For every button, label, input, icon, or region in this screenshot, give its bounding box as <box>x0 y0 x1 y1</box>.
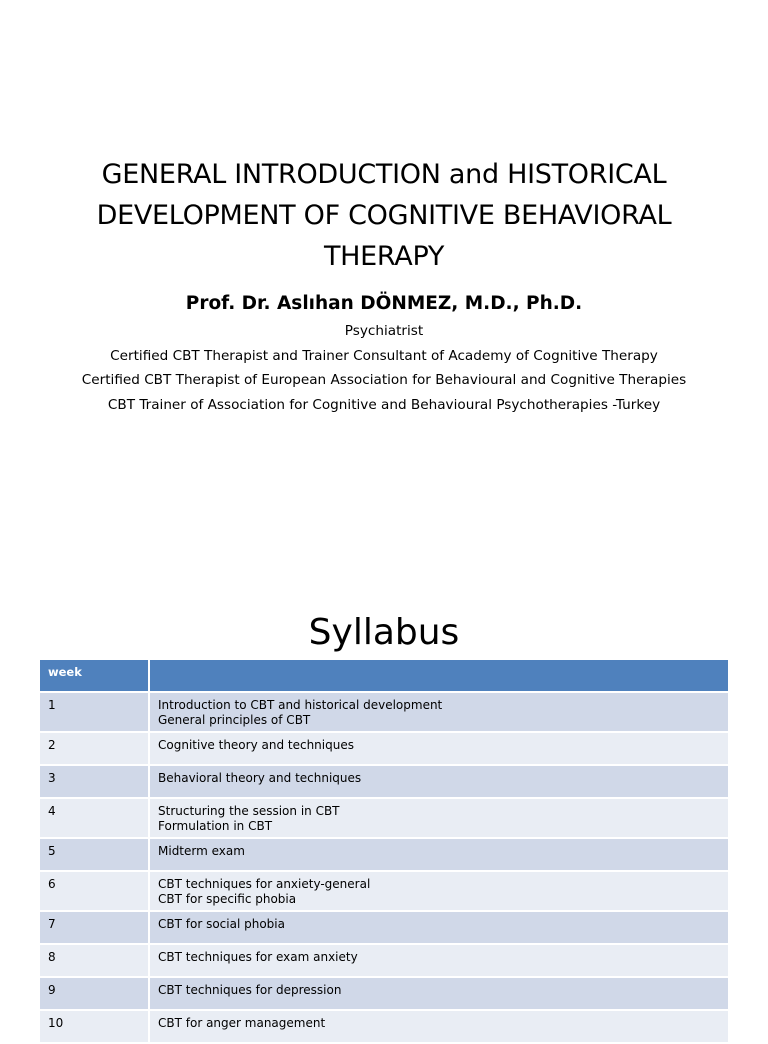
topic-line: CBT techniques for exam anxiety <box>158 950 358 964</box>
week-cell: 7 <box>39 911 149 944</box>
topic-line: CBT techniques for depression <box>158 983 342 997</box>
topic-cell <box>149 977 729 1010</box>
topic-line: CBT for anger management <box>158 1016 326 1030</box>
table-header-row <box>39 659 729 692</box>
topic-line: Behavioral theory and techniques <box>158 771 362 785</box>
topic-cell <box>149 732 729 765</box>
week-cell: 9 <box>39 977 149 1010</box>
title-line: DEVELOPMENT OF COGNITIVE BEHAVIORAL <box>96 200 672 231</box>
credential-line: Certified CBT Therapist of European Association for Behavioural and Cognitive Therapies <box>81 372 687 388</box>
syllabus-table-body <box>39 692 729 1043</box>
topic-cell <box>149 765 729 798</box>
topic-line: Introduction to CBT and historical development <box>158 698 443 712</box>
week-cell: 10 <box>39 1010 149 1043</box>
topic-cell <box>149 838 729 871</box>
table-row <box>39 911 729 944</box>
week-cell: 4 <box>39 798 149 838</box>
topic-line: Formulation in CBT <box>158 819 273 833</box>
topic-line: CBT for social phobia <box>158 917 285 931</box>
table-row <box>39 977 729 1010</box>
table-row <box>39 798 729 838</box>
table-row <box>39 871 729 911</box>
table-row <box>39 944 729 977</box>
topic-cell <box>149 1010 729 1043</box>
topic-line: Cognitive theory and techniques <box>158 738 354 752</box>
week-cell: 3 <box>39 765 149 798</box>
week-cell: 8 <box>39 944 149 977</box>
header-week: week <box>39 659 149 692</box>
week-cell: 5 <box>39 838 149 871</box>
topic-line: CBT for specific phobia <box>158 892 297 906</box>
topic-line: General principles of CBT <box>158 713 311 727</box>
title-line: GENERAL INTRODUCTION and HISTORICAL <box>101 159 667 190</box>
title-line: THERAPY <box>323 241 445 272</box>
topic-cell <box>149 911 729 944</box>
presentation-title <box>40 154 728 277</box>
author-name: Prof. Dr. Aslıhan DÖNMEZ, M.D., Ph.D. <box>185 293 583 314</box>
table-row <box>39 732 729 765</box>
credential-line: Psychiatrist <box>344 323 424 339</box>
table-row <box>39 838 729 871</box>
week-cell: 6 <box>39 871 149 911</box>
week-cell: 1 <box>39 692 149 732</box>
topic-cell <box>149 944 729 977</box>
credential-line: Certified CBT Therapist and Trainer Consultant of Academy of Cognitive Therapy <box>110 347 658 364</box>
week-cell: 2 <box>39 732 149 765</box>
author-credentials <box>20 319 748 417</box>
credential-line: CBT Trainer of Association for Cognitive and Behavioural Psychotherapies -Turkey <box>107 396 661 413</box>
topic-cell <box>149 871 729 911</box>
syllabus-table <box>38 658 730 1044</box>
table-row <box>39 1010 729 1043</box>
syllabus-title: Syllabus <box>308 612 460 653</box>
header-topic <box>149 659 729 692</box>
topic-cell <box>149 798 729 838</box>
topic-line: Midterm exam <box>158 844 245 858</box>
syllabus-slide <box>0 576 768 1030</box>
table-row <box>39 765 729 798</box>
topic-line: CBT techniques for anxiety-general <box>158 877 371 891</box>
topic-line: Structuring the session in CBT <box>158 804 340 818</box>
topic-cell <box>149 692 729 732</box>
table-row <box>39 692 729 732</box>
